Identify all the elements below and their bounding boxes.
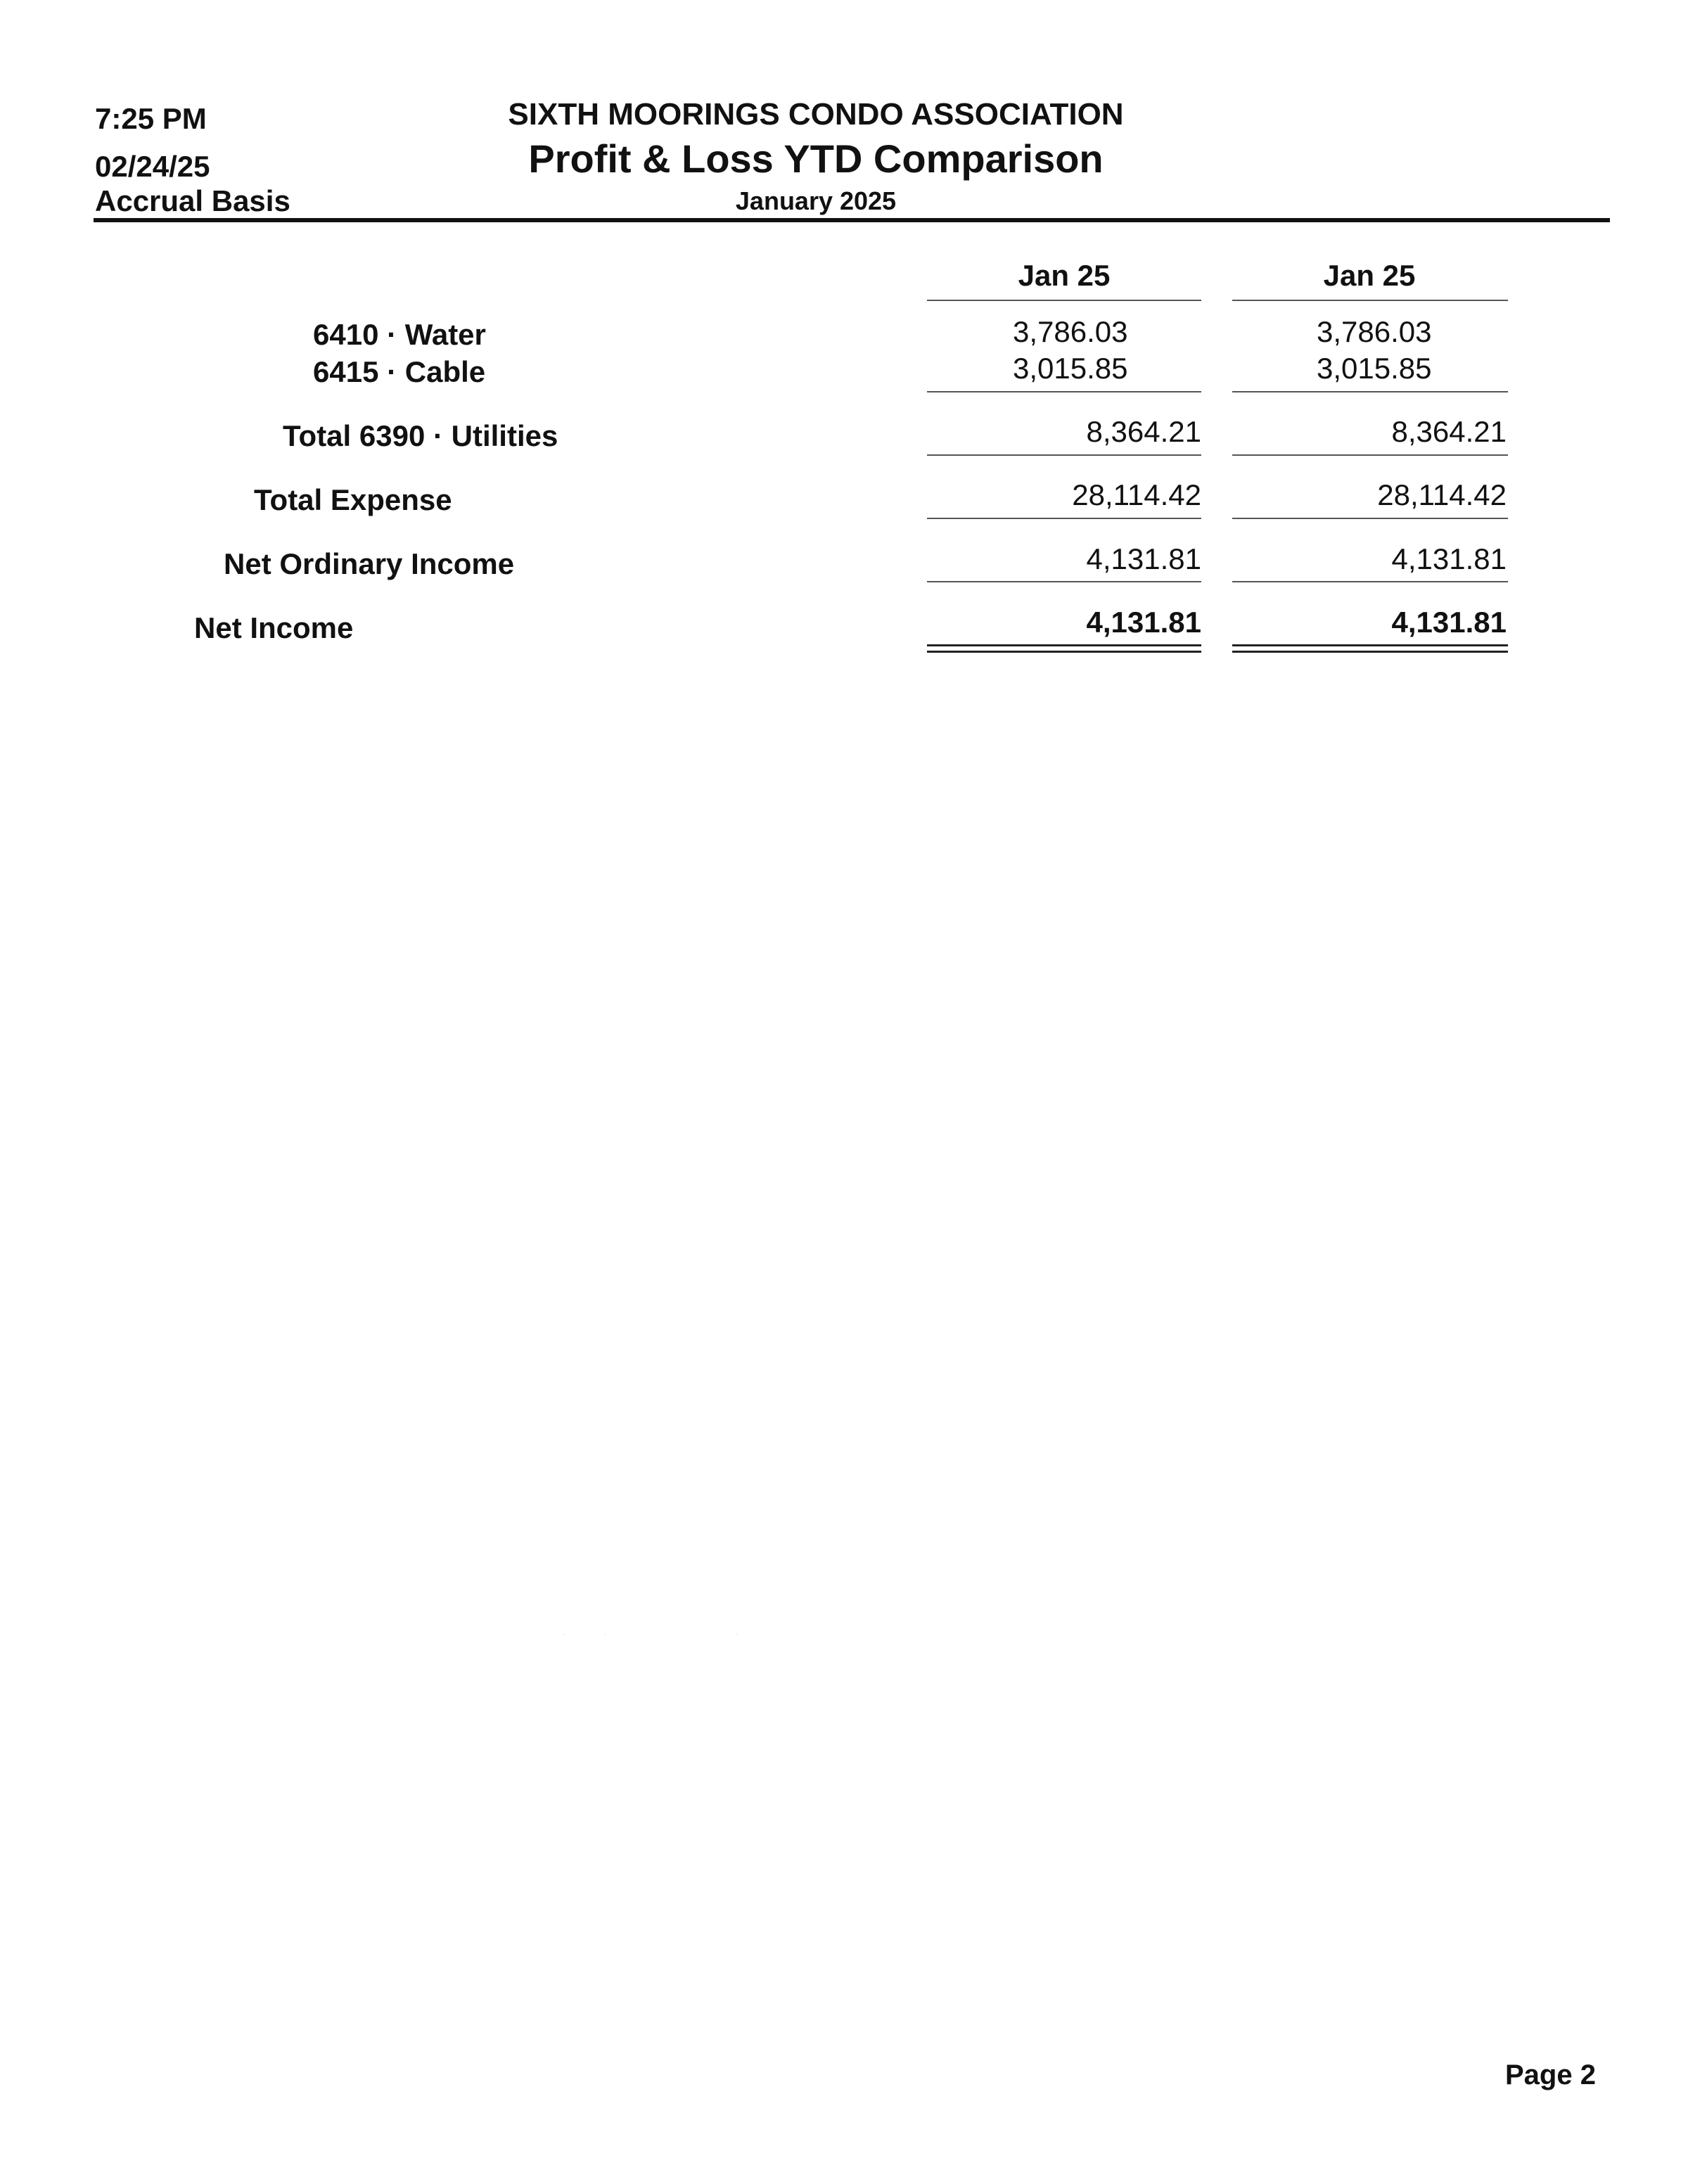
total-expense-rule-1 (927, 518, 1201, 519)
page-number: Page 2 (1505, 2060, 1596, 2090)
column-header-1: Jan 25 (1018, 259, 1111, 292)
row-label-net-ordinary-income: Net Ordinary Income (224, 547, 515, 580)
value-total-expense-col1: 28,114.42 (1072, 478, 1201, 511)
row-label-water: 6410 · Water (313, 318, 486, 351)
column-header-underline-2 (1232, 300, 1508, 301)
value-total-utilities-col2: 8,364.21 (1391, 415, 1507, 448)
value-cable-col2: 3,015.85 (1317, 352, 1432, 385)
total-utilities-rule-2 (1232, 454, 1508, 456)
net-ordinary-income-rule-1 (927, 581, 1201, 582)
report-period: January 2025 (735, 186, 897, 215)
row-label-cable: 6415 · Cable (313, 355, 486, 388)
value-net-ordinary-income-col1: 4,131.81 (1086, 542, 1201, 575)
subtotal-rule-1 (927, 391, 1201, 392)
column-header-underline-1 (927, 300, 1201, 301)
value-net-income-col2: 4,131.81 (1391, 606, 1507, 639)
company-name: SIXTH MOORINGS CONDO ASSOCIATION (508, 97, 1124, 132)
net-ordinary-income-rule-2 (1232, 581, 1508, 582)
value-total-utilities-col1: 8,364.21 (1086, 415, 1201, 448)
column-header-2: Jan 25 (1323, 259, 1416, 292)
total-utilities-rule-1 (927, 454, 1201, 456)
value-net-ordinary-income-col2: 4,131.81 (1391, 542, 1507, 575)
net-income-double-rule-top-1 (927, 644, 1201, 646)
subtotal-rule-2 (1232, 391, 1508, 392)
row-label-net-income: Net Income (194, 611, 354, 644)
row-label-total-expense: Total Expense (254, 483, 452, 516)
value-water-col1: 3,786.03 (1013, 315, 1128, 348)
net-income-double-rule-top-2 (1232, 644, 1508, 646)
header-divider (94, 218, 1610, 222)
total-expense-rule-2 (1232, 518, 1508, 519)
report-title: Profit & Loss YTD Comparison (528, 136, 1104, 181)
report-basis: Accrual Basis (95, 184, 290, 217)
report-date: 02/24/25 (95, 150, 210, 183)
value-water-col2: 3,786.03 (1317, 315, 1432, 348)
row-label-total-utilities: Total 6390 · Utilities (283, 419, 558, 452)
net-income-double-rule-bottom-1 (927, 651, 1201, 653)
report-time: 7:25 PM (95, 102, 207, 135)
scan-specks: · · · (563, 1630, 738, 1638)
value-total-expense-col2: 28,114.42 (1377, 478, 1507, 511)
value-net-income-col1: 4,131.81 (1086, 606, 1201, 639)
value-cable-col1: 3,015.85 (1013, 352, 1128, 385)
net-income-double-rule-bottom-2 (1232, 651, 1508, 653)
